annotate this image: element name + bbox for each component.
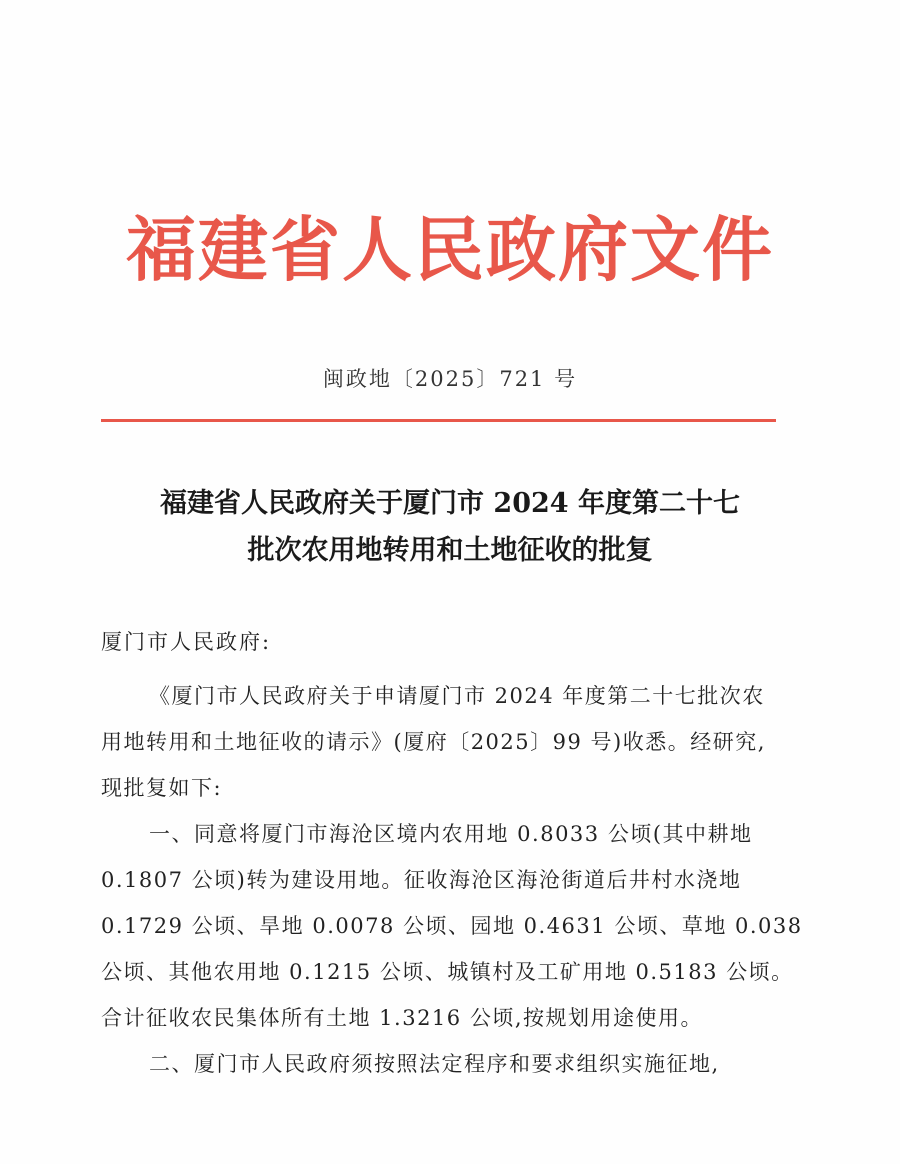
body-line: 《厦门市人民政府关于申请厦门市 2024 年度第二十七批次农: [149, 684, 765, 708]
addressee: 厦门市人民政府:: [101, 630, 272, 654]
title-line-1: 福建省人民政府关于厦门市 2024 年度第二十七: [160, 488, 740, 519]
body-line: 用地转用和土地征收的请示》(厦府〔2025〕99 号)收悉。经研究,: [101, 730, 766, 754]
body-line: 现批复如下:: [101, 776, 223, 800]
body-line: 0.1807 公顷)转为建设用地。征收海沧区海沧街道后井村水浇地: [101, 868, 742, 892]
body-text: [101, 673, 801, 1087]
document-title: [0, 480, 900, 574]
document-masthead: 福建省人民政府文件: [126, 208, 774, 291]
title-line-2: 批次农用地转用和土地征收的批复: [247, 535, 653, 566]
body-line: 合计征收农民集体所有土地 1.3216 公顷,按规划用途使用。: [101, 1006, 704, 1030]
red-divider-line: [101, 419, 776, 422]
body-line: 0.1729 公顷、旱地 0.0078 公顷、园地 0.4631 公顷、草地 0.038: [101, 914, 803, 938]
body-line: 公顷、其他农用地 0.1215 公顷、城镇村及工矿用地 0.5183 公顷。: [101, 960, 794, 984]
body-line: 二、厦门市人民政府须按照法定程序和要求组织实施征地,: [149, 1052, 720, 1076]
document-number: 闽政地〔2025〕721 号: [322, 367, 578, 391]
body-line: 一、同意将厦门市海沧区境内农用地 0.8033 公顷(其中耕地: [149, 822, 753, 846]
